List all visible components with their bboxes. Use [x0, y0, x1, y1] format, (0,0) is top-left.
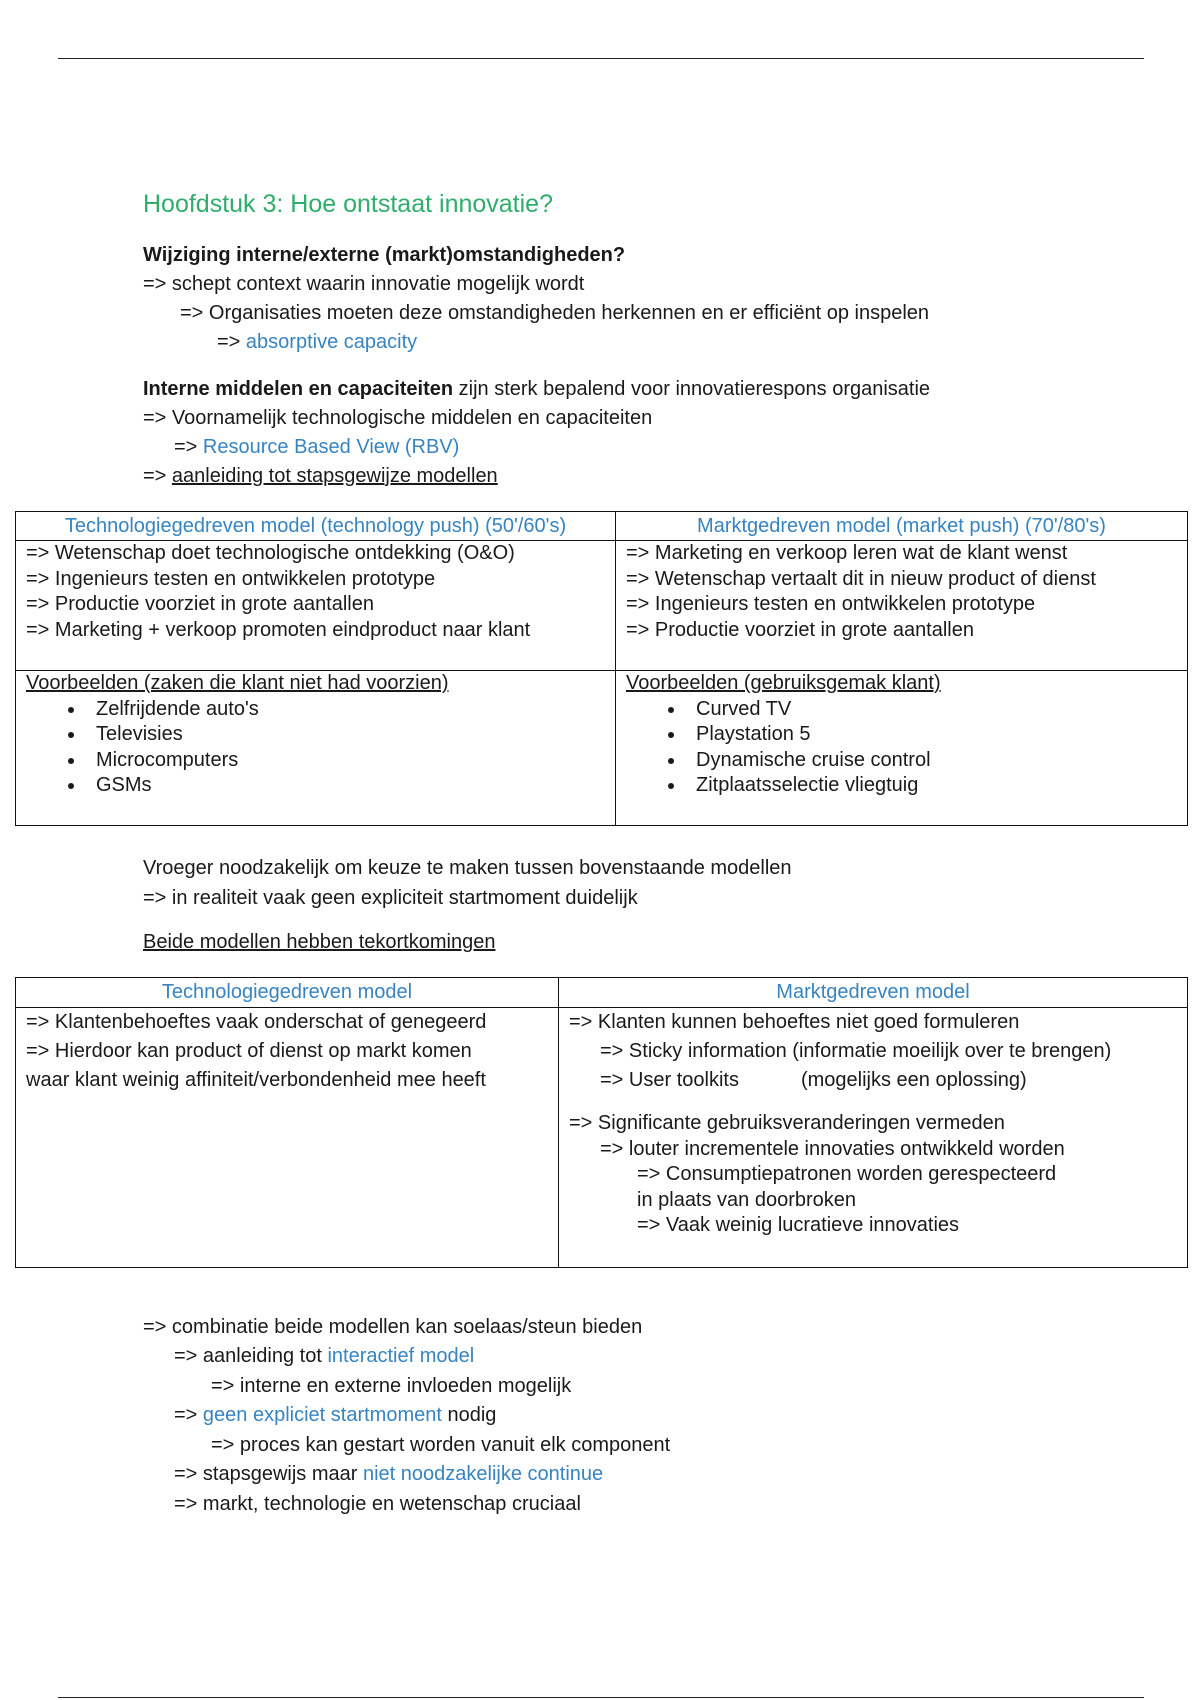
- rbv-term: Resource Based View (RBV): [202, 436, 460, 458]
- section2-line1: => Voornamelijk technologische middelen en capaciteiten: [143, 407, 653, 429]
- example-item: • Microcomputers: [86, 748, 605, 774]
- example-item: • Playstation 5: [686, 722, 1177, 748]
- shortcoming: => Sticky information (informatie moeilijk over te brengen): [600, 1040, 1112, 1062]
- middle-line2: => in realiteit vaak geen expliciteit startmoment duidelijk: [143, 887, 638, 909]
- heading-bold: Interne middelen en capaciteiten: [143, 378, 454, 400]
- example-item: • Zelfrijdende auto's: [86, 697, 605, 723]
- step: => Ingenieurs testen en ontwikkelen prototype: [626, 593, 1036, 615]
- table2-header-tech: Technologiegedreven model: [16, 978, 559, 1008]
- user-toolkits: => User toolkits: [600, 1069, 739, 1091]
- models-table: [15, 511, 1188, 826]
- shortcoming: waar klant weinig affiniteit/verbondenheid mee heeft: [26, 1069, 486, 1091]
- footer-rule: [58, 1697, 1144, 1698]
- table1-header-tech: Technologiegedreven model (technology push) (50'/60's): [16, 512, 616, 541]
- example-item: • Zitplaatsselectie vliegtuig: [686, 773, 1177, 799]
- market-steps: [616, 541, 1188, 671]
- market-shortcomings: [559, 1008, 1188, 1268]
- bottom-line5: => proces kan gestart worden vanuit elk component: [211, 1434, 671, 1456]
- shortcoming: [569, 1066, 1177, 1095]
- section1-line1: => schept context waarin innovatie mogelijk wordt: [143, 273, 585, 295]
- step: => Productie voorziet in grote aantallen: [26, 593, 374, 615]
- example-item: • Dynamische cruise control: [686, 748, 1177, 774]
- example-item: • Curved TV: [686, 697, 1177, 723]
- section1-line2: => Organisaties moeten deze omstandigheden herkennen en er efficiënt op inspelen: [180, 302, 930, 324]
- step: => Productie voorziet in grote aantallen: [626, 618, 974, 641]
- absorptive-capacity-term: absorptive capacity: [245, 331, 418, 353]
- text: => stapsgewijs maar: [174, 1463, 363, 1485]
- shortcoming: => Significante gebruiksveranderingen vermeden: [569, 1112, 1005, 1134]
- section2-line2: [174, 436, 459, 459]
- shortcoming: => Klanten kunnen behoeftes niet goed formuleren: [569, 1011, 1020, 1033]
- examples-title: Voorbeelden (gebruiksgemak klant): [626, 672, 941, 694]
- tech-steps: [16, 541, 616, 671]
- stapsgewijze-link: aanleiding tot stapsgewijze modellen: [171, 465, 498, 487]
- bottom-line1: => combinatie beide modellen kan soelaas/steun bieden: [143, 1316, 643, 1338]
- section1-line3: [217, 331, 417, 354]
- table2-header-market: Marktgedreven model: [559, 978, 1188, 1008]
- step: => Marketing + verkoop promoten eindproduct naar klant: [26, 618, 531, 641]
- step: => Wetenschap vertaalt dit in nieuw product of dienst: [626, 567, 1096, 590]
- section1-heading: Wijziging interne/externe (markt)omstandigheden?: [143, 244, 626, 266]
- shortcoming: in plaats van doorbroken: [637, 1188, 857, 1211]
- text: nodig: [441, 1404, 497, 1426]
- step: => Wetenschap doet technologische ontdekking (O&O): [26, 542, 515, 564]
- bottom-line4: [174, 1404, 496, 1427]
- startmoment-term: geen expliciet startmoment: [202, 1404, 442, 1426]
- bottom-line2: [174, 1345, 474, 1368]
- shortcoming: => Hierdoor kan product of dienst op markt komen: [26, 1040, 472, 1062]
- shortcoming: => Consumptiepatronen worden gerespecteerd: [637, 1163, 1057, 1185]
- table1-header-market: Marktgedreven model (market push) (70'/80's): [616, 512, 1188, 541]
- shortcoming: => louter incrementele innovaties ontwikkeld worden: [600, 1137, 1065, 1160]
- text: => aanleiding tot: [174, 1345, 328, 1367]
- bottom-line6: [174, 1463, 603, 1486]
- section2-line3: [143, 465, 498, 488]
- header-rule: [58, 58, 1144, 59]
- continue-term: niet noodzakelijke continue: [362, 1463, 604, 1485]
- examples-title: Voorbeelden (zaken die klant niet had voorzien): [26, 672, 449, 694]
- tech-shortcomings: [16, 1008, 559, 1268]
- page-title: Hoofdstuk 3: Hoe ontstaat innovatie?: [143, 190, 553, 218]
- shortcomings-table: [15, 977, 1188, 1268]
- market-examples: [616, 671, 1188, 826]
- heading-rest: zijn sterk bepalend voor innovatierespons organisatie: [453, 378, 931, 400]
- arrow-text: =>: [174, 436, 203, 458]
- user-toolkits-note: (mogelijks een oplossing): [800, 1069, 1027, 1091]
- example-item: • Televisies: [86, 722, 605, 748]
- section2-heading: [143, 378, 930, 401]
- middle-line1: Vroeger noodzakelijk om keuze te maken tussen bovenstaande modellen: [143, 857, 792, 879]
- shortcoming: => Klantenbehoeftes vaak onderschat of genegeerd: [26, 1011, 487, 1033]
- arrow-text: =>: [217, 331, 246, 353]
- tech-examples: [16, 671, 616, 826]
- bottom-line3: => interne en externe invloeden mogelijk: [211, 1375, 572, 1397]
- step: => Marketing en verkoop leren wat de klant wenst: [626, 542, 1068, 564]
- middle-line3: Beide modellen hebben tekortkomingen: [143, 931, 496, 953]
- step: => Ingenieurs testen en ontwikkelen prototype: [26, 567, 436, 590]
- interactief-model-term: interactief model: [327, 1345, 475, 1367]
- arrow-text: =>: [143, 465, 172, 487]
- shortcoming: => Vaak weinig lucratieve innovaties: [637, 1214, 960, 1236]
- text: =>: [174, 1404, 203, 1426]
- example-item: • GSMs: [86, 773, 605, 799]
- bottom-line7: => markt, technologie en wetenschap cruciaal: [174, 1493, 581, 1515]
